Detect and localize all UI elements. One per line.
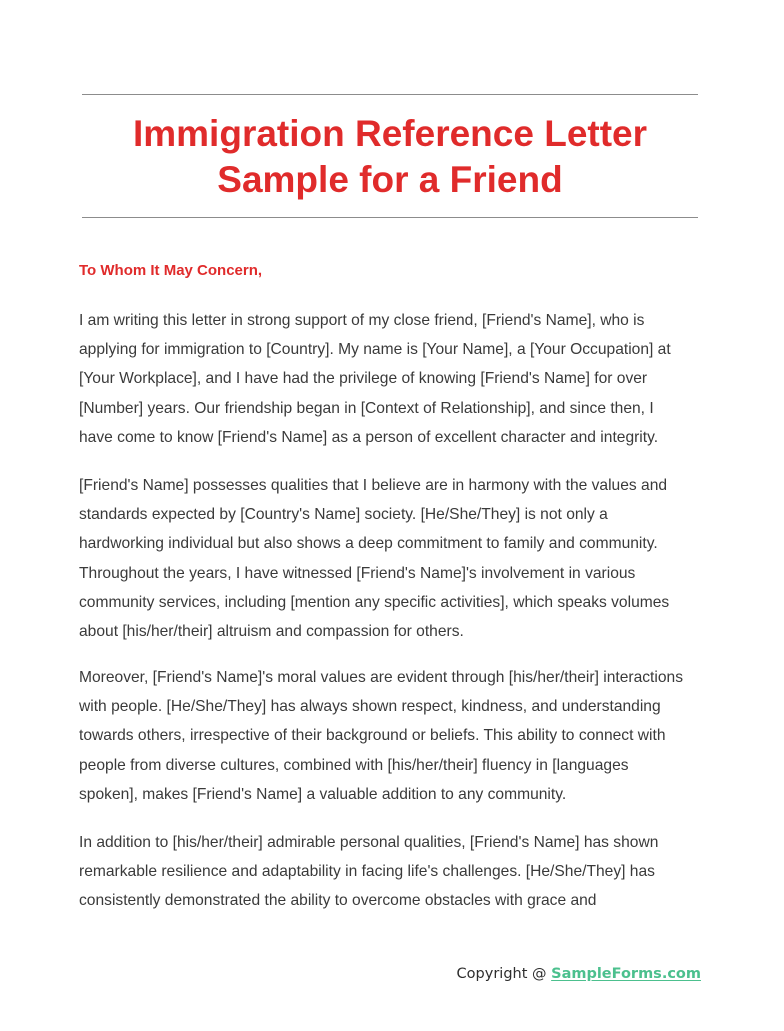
page-title: Immigration Reference Letter Sample for a Friend <box>132 113 648 200</box>
brand-link[interactable]: SampleForms.com <box>551 966 701 982</box>
letter-paragraph-1: I am writing this letter in strong support of my close friend, [Friend's Name], who is applying for immigration to [Country]. My name is [Your Name], a [Your Occupation] at [Your Workplace], and I have had the privilege of knowing [Friend's Name] for over [Number] years. Our friendship began in [Context of Relationship], and since then, I have come to know [Friend's Name] as a person of excellent character and integrity. <box>79 312 671 446</box>
letter-salutation: To Whom It May Concern, <box>79 262 263 279</box>
copyright-footer <box>457 963 701 985</box>
letter-paragraph-4: In addition to [his/her/their] admirable personal qualities, [Friend's Name] has shown remarkable resilience and adaptability in facing life's challenges. [He/She/They] has consistently demonstrated the ability to overcome obstacles with grace and <box>79 834 659 910</box>
letter-paragraph-3: Moreover, [Friend's Name]'s moral values are evident through [his/her/their] interactions with people. [He/She/They] has always shown respect, kindness, and understanding towards others, irrespective of their background or beliefs. This ability to connect with people from diverse cultures, combined with [his/her/their] fluency in [languages spoken], makes [Friend's Name] a valuable addition to any community. <box>79 669 683 803</box>
letter-paragraph-2: [Friend's Name] possesses qualities that I believe are in harmony with the values and standards expected by [Country's Name] society. [He/She/They] is not only a hardworking individual but also shows a deep commitment to family and community. Throughout the years, I have witnessed [Friend's Name]'s involvement in various community services, including [mention any specific activities], which speaks volumes about [his/her/their] altruism and compassion for others. <box>79 477 670 641</box>
title-bottom-divider <box>82 217 698 218</box>
title-top-divider <box>82 94 698 95</box>
copyright-prefix: Copyright @ <box>456 966 552 982</box>
